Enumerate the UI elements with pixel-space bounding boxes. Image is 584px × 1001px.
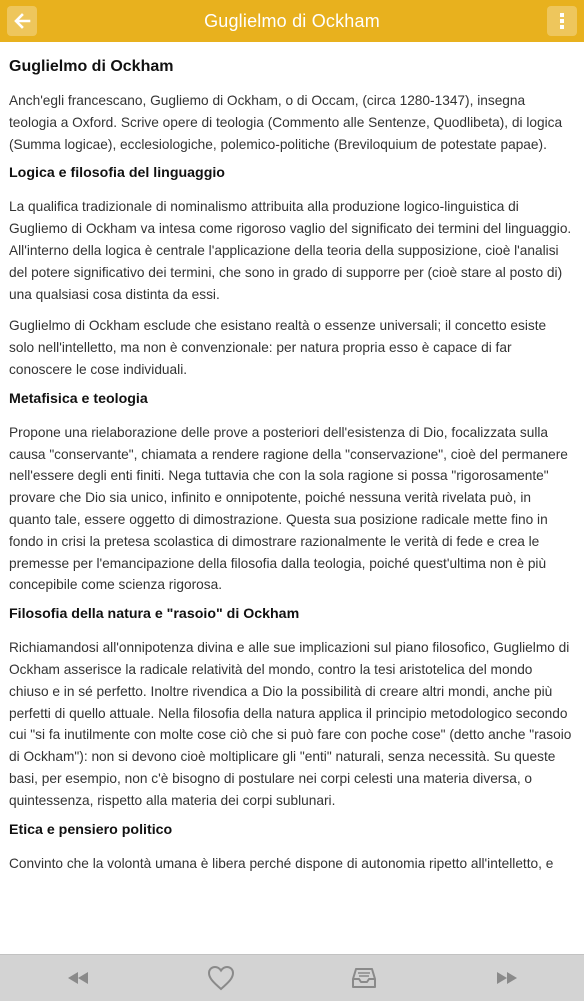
- section-paragraph: La qualifica tradizionale di nominalismo attribuita alla produzione logico-linguistica di Gugliemo di Ockham va intesa come rigoroso vaglio del significato dei termini del linguaggio. All'interno della logica è centrale l'applicazione della teoria della supposizione, cioè l'analisi del potere significativo dei termini, che sono in grado di supporre per (cioè stare al posto di) una qualsiasi cosa distinta da essi.: [9, 199, 572, 302]
- bottom-toolbar: [0, 954, 584, 1001]
- archive-button[interactable]: [334, 955, 394, 1001]
- back-button[interactable]: [7, 6, 37, 36]
- section-heading: Metafisica e teologia: [9, 390, 148, 407]
- section-paragraph: Guglielmo di Ockham esclude che esistano realtà o essenze universali; il concetto esiste solo nell'intelletto, ma non è convenzionale: per natura propria esso è capace di far conoscere le cose individuali.: [9, 318, 547, 377]
- top-app-bar: [0, 0, 584, 42]
- article-sections: [9, 165, 575, 874]
- next-button[interactable]: [477, 955, 537, 1001]
- section-paragraph: Convinto che la volontà umana è libera perché dispone di autonomia ripetto all'intelletto, e: [9, 855, 554, 871]
- arrow-left-icon: [13, 12, 31, 30]
- previous-button[interactable]: [48, 955, 108, 1001]
- heart-icon: [207, 965, 235, 991]
- rewind-icon: [67, 971, 89, 985]
- article-content[interactable]: [0, 42, 584, 954]
- section-heading: Etica e pensiero politico: [9, 821, 173, 838]
- section-paragraph: Propone una rielaborazione delle prove a posteriori dell'esistenza di Dio, focalizzata sulla causa "conservante", chiamata a rendere ragione della "conservazione", cioè del permanere nell'essere degli enti finiti. Nega tuttavia che con la sola ragione si possa "rigorosamente" provare che Dio sia unico, infinito e onnipotente, poiché nessuna verità rivelata può, in quanto tale, essere oggetto di dimostrazione. Questa sua posizione radicale mette fino in fondo in crisi la pretesa scolastica di dimostrare razionalmente le verità di fede e crea le premesse per l'emancipazione della filosofia dalla teologia, poiché quest'ultima non è più concepibile come scienza rigorosa.: [9, 424, 568, 593]
- section-heading: Logica e filosofia del linguaggio: [9, 165, 225, 182]
- app-bar-title: Guglielmo di Ockham: [204, 10, 380, 31]
- fast-forward-icon: [496, 971, 518, 985]
- overflow-menu-button[interactable]: [547, 6, 577, 36]
- favorite-button[interactable]: [191, 955, 251, 1001]
- intro-paragraph: Anch'egli francescano, Gugliemo di Ockham, o di Occam, (circa 1280-1347), insegna teologia a Oxford. Scrive opere di teologia (Commento alle Sentenze, Quodlibeta), di logica (Summa logicae), ecclesiologiche, polemico-politiche (Breviloquium de potestate papae).: [9, 93, 563, 152]
- article-title: Guglielmo di Ockham: [9, 58, 174, 75]
- more-vertical-icon: [559, 12, 565, 30]
- section-heading: Filosofia della natura e "rasoio" di Ockham: [9, 606, 300, 623]
- section-paragraph: Richiamandosi all'onnipotenza divina e alle sue implicazioni sul piano filosofico, Guglielmo di Ockham asserisce la radicale relatività del mondo, contro la tesi aristotelica del mondo chiuso e in sé perfetto. Inoltre rivendica a Dio la possibilità di creare altri mondi, anche più perfetti di quello attuale. Nella filosofia della natura applica il principio metodologico secondo cui "si fa inutilmente con molte cose ciò che si può fare con poche cose" (detto anche "rasoio di Ockham"): non si devono cioè moltiplicare gli "enti" naturali, senza necessità. Su queste basi, per esempio, non c'è bisogno di postulare nei corpi celesti una materia diversa, o quintessenza, rispetto alla materia dei corpi sublunari.: [9, 640, 572, 808]
- inbox-tray-icon: [351, 966, 377, 990]
